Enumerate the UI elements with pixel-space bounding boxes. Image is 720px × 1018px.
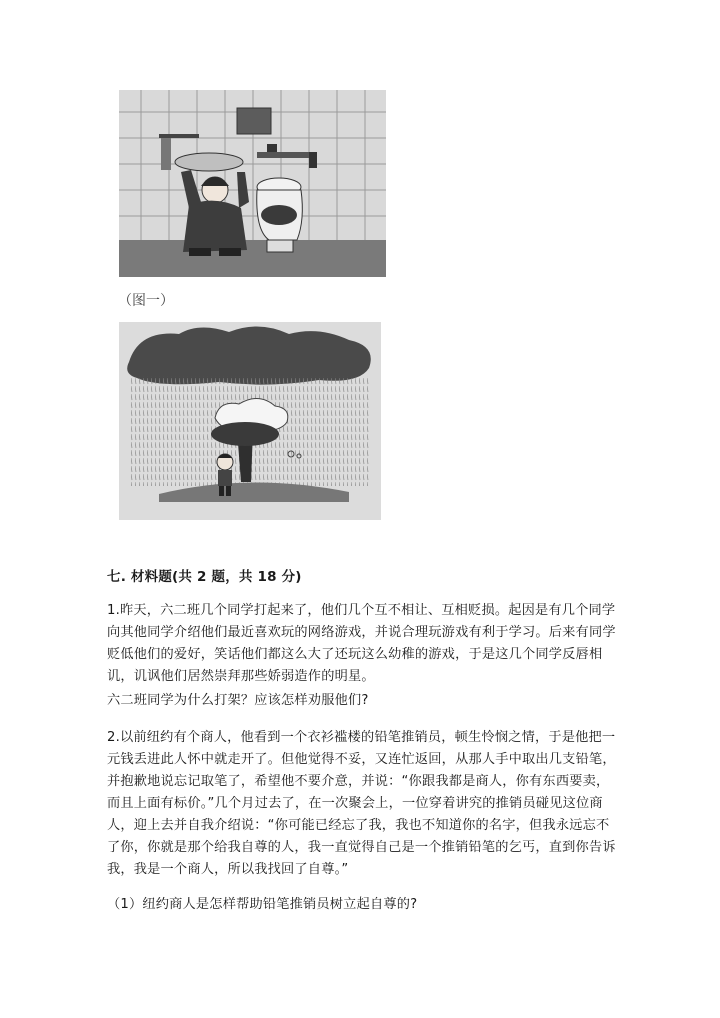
figure-caption: （图一） [118,293,174,309]
question-2-prompt: （1）纽约商人是怎样帮助铅笔推销员树立起自尊的? [107,897,418,912]
question-1-prompt: 六二班同学为什么打架？应该怎样劝服他们? [107,693,369,708]
figure-rain-image [119,322,381,520]
figure-bathroom-image [119,90,386,277]
question-2-passage: 2.以前纽约有个商人，他看到一个衣衫褴楼的铅笔推销员，顿生怜悯之情，于是他把一元钱丢进此人怀中就走开了。但他觉得不妥，又连忙返回，从那人手中取出几支铅笔，并抱歉地说忘记取笔了，希望他不要介意，并说：“你跟我都是商人，你有东西要卖，而且上面有标价。”几个月过去了，在一次聚会上，一位穿着讲究的推销员碰见这位商人，迎上去并自我介绍说：“你可能已经忘了我，我也不知道你的名字，但我永远忘不了你，你就是那个给我自尊的人，我一直觉得自己是一个推销铅笔的乞丐，直到你告诉我，我是一个商人，所以我找回了自尊。” [107,730,616,877]
cartoon-child-under-tree-in-rain-icon [119,322,381,520]
section-heading: 七. 材料题(共 2 题，共 18 分) [107,569,302,585]
cartoon-child-lifting-toilet-lid-icon [119,90,386,277]
question-1-passage: 1.昨天，六二班几个同学打起来了，他们几个互不相让、互相贬损。起因是有几个同学向其他同学介绍他们最近喜欢玩的网络游戏，并说合理玩游戏有利于学习。后来有同学贬低他们的爱好，笑话他们都这么大了还玩这么幼稚的游戏，于是这几个同学反唇相讥，讥讽他们居然崇拜那些娇弱造作的明星。 [107,603,616,684]
